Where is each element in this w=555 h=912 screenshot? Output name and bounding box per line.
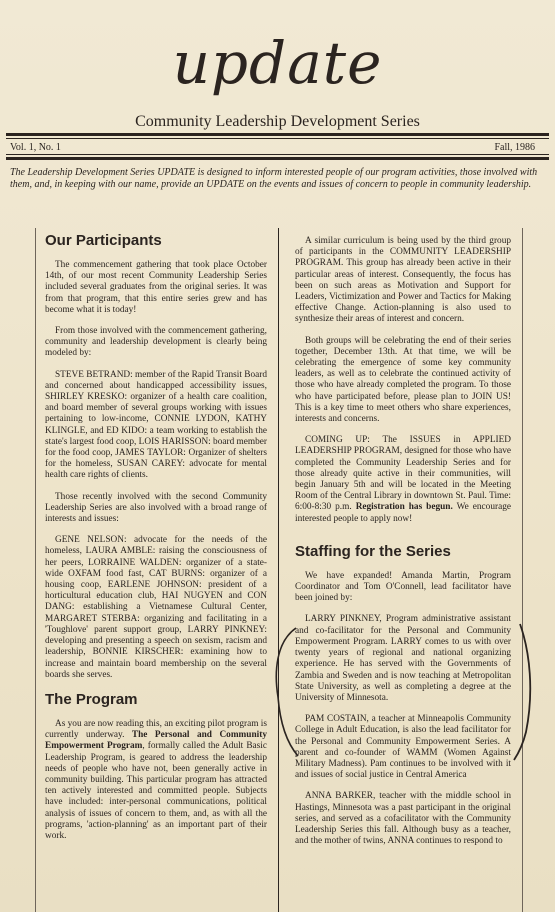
right-column — [295, 236, 511, 857]
header-rule-top-thin — [6, 138, 549, 139]
column-frame-left — [35, 228, 36, 912]
masthead-subtitle: Community Leadership Development Series — [135, 113, 420, 130]
coming-up-text-b: We encourage interested people to apply now! — [295, 502, 511, 524]
program-name-bold: The Personal and Community Empowerment Program — [45, 730, 267, 752]
registration-bold: Registration has begun. — [355, 502, 453, 513]
program-heading: The Program — [45, 690, 138, 708]
staffing-paragraph-larry: LARRY PINKNEY, Program administrative assistant and co-facilitator for the Personal and Community Empowerment Program. LARRY comes to us with over twenty years of regional and national organizing experience. He has served with the Governments of Zambia and Sweden and is now teaching at Metropolitan State University, as well as completing a degree at the University of Minnesota. — [295, 614, 511, 703]
curriculum-paragraph: A similar curriculum is being used by the third group of participants in the COMMUNITY LEADERSHIP PROGRAM. This group has already been active in their particular areas of interest. Consequently, the focus has been on such areas as Motivation and Support for Leaders, Victimization and Power and Tactics for Making effective Change. Action-planning is also used to synthesize their areas of interest and concern. — [295, 236, 511, 325]
staffing-paragraph-1: We have expanded! Amanda Martin, Program Coordinator and Tom O'Connell, lead facilitator have been joined by: — [295, 570, 511, 604]
intro-paragraph: The Leadership Development Series UPDATE is designed to inform interested people of our program activities, those involved with them, and, in keeping with our name, provide an UPDATE on the events and issues of concern to people in community leadership. — [10, 167, 538, 190]
participants-paragraph-4: Those recently involved with the second Community Leadership Series are also involved with a broad range of interests and issues: — [45, 491, 267, 525]
header-rule-bottom — [6, 157, 549, 160]
participants-paragraph-2: From those involved with the commencement gathering, community and leadership development is clearly being modeled by: — [45, 326, 267, 359]
volume-label: Vol. 1, No. 1 — [10, 142, 61, 153]
program-text-b: , formally called the Adult Basic Leadership Program, is geared to address the leadership needs of people who have not, been generally active in community building. This particular program has attracted ten actively interested and committed people. Subjects have included: inter-personal communications, political analysis of issues of concern to them, and, as with all the programs, 'action-planning' as an important part of their work. — [45, 741, 267, 841]
header-rule-top — [6, 133, 549, 136]
participants-heading: Our Participants — [45, 232, 162, 249]
handwritten-bracket-mark — [268, 622, 548, 762]
column-frame-right — [522, 228, 523, 912]
issue-date: Fall, 1986 — [494, 142, 535, 153]
header-rule-bottom-thin — [6, 154, 549, 155]
column-divider — [278, 228, 279, 912]
program-paragraph-1 — [45, 719, 267, 842]
program-text-a: As you are now reading this, an exciting pilot program is currently underway. — [45, 718, 267, 741]
coming-up-paragraph — [295, 435, 511, 525]
participants-paragraph-5: GENE NELSON: advocate for the needs of the homeless, LAURA AMBLE: raising the consciousness of her peers, LORRAINE WALDEN: organizer of a state-wide OXFAM food fast, CAT BURNS: organizer of a housing coop, EARLENE JOHNSON: president of a horticultural education club, HAI NUGYEN and CON DANG: establishing a Vietnamese Cultural Center, MARGARET STERBA: organizing and facilitating in a 'Toughlove' parent support group, LARRY PINKNEY: developing and presenting a speech on sexism, racism and leadership, BONNIE KIRSCHER: examining how to increase and maintain board membership on the several boards she serves. — [45, 535, 267, 680]
staffing-paragraph-anna: ANNA BARKER, teacher with the middle school in Hastings, Minnesota was a past participant in the original series, and served as a cofacilitator with the Community Leadership Series this fall. Although busy as a teacher, and the mother of twins, ANNA continues to respond to — [295, 791, 511, 847]
participants-paragraph-1: The commencement gathering that took place October 14th, of our most recent Community Leadership Series included several graduates from the original series. It was from that program, that this entire series grew and has become what it is today! — [45, 260, 267, 315]
staffing-heading: Staffing for the Series — [295, 542, 451, 560]
masthead-title: update — [172, 29, 383, 97]
staffing-paragraph-pam: PAM COSTAIN, a teacher at Minneapolis Community College in Adult Education, is also the lead facilitator for the Personal and Community Empowerment Series. A parent and co-founder of WAMM (Women Against Military Madness). Pam continues to be involved with it and issues of social justice in Central America — [295, 714, 511, 781]
participants-paragraph-3: STEVE BETRAND: member of the Rapid Transit Board and concerned about handicapped accessibility issues, SHIRLEY KRESKO: organizer of a health care coalition, and board member of several groups working with issues pertaining to low-income, CONNIE LYDON, KATHY KLINGLE, and ED KIDO: a team working to establish the state's largest food coop, LOIS HARISSON: board member for the food coop, JAMES TAYLOR: Organizer of shelters for the homeless, SUSAN CAREY: advocate for mental health care rights of clients. — [45, 369, 268, 481]
left-column — [45, 232, 267, 852]
coming-up-text-a: COMING UP: The ISSUES in APPLIED LEADERSHIP PROGRAM, designed for those who have completed the Community Leadership Series and for those already quite active in their communities, will begin January 5th and will be located in the Meeting Room of the Central Library in downtown St. Paul. Time: 6:00-8:30 p.m. — [295, 435, 511, 513]
celebration-paragraph: Both groups will be celebrating the end of their series together, December 13th. At that time, we will be celebrating the emergence of some key community leaders, as well as to celebrate the continued activity of those who have already completed the program. To those who have participated before, please plan to JOIN US! This is a key time to meet others who share experiences, interests and concerns. — [295, 335, 511, 425]
